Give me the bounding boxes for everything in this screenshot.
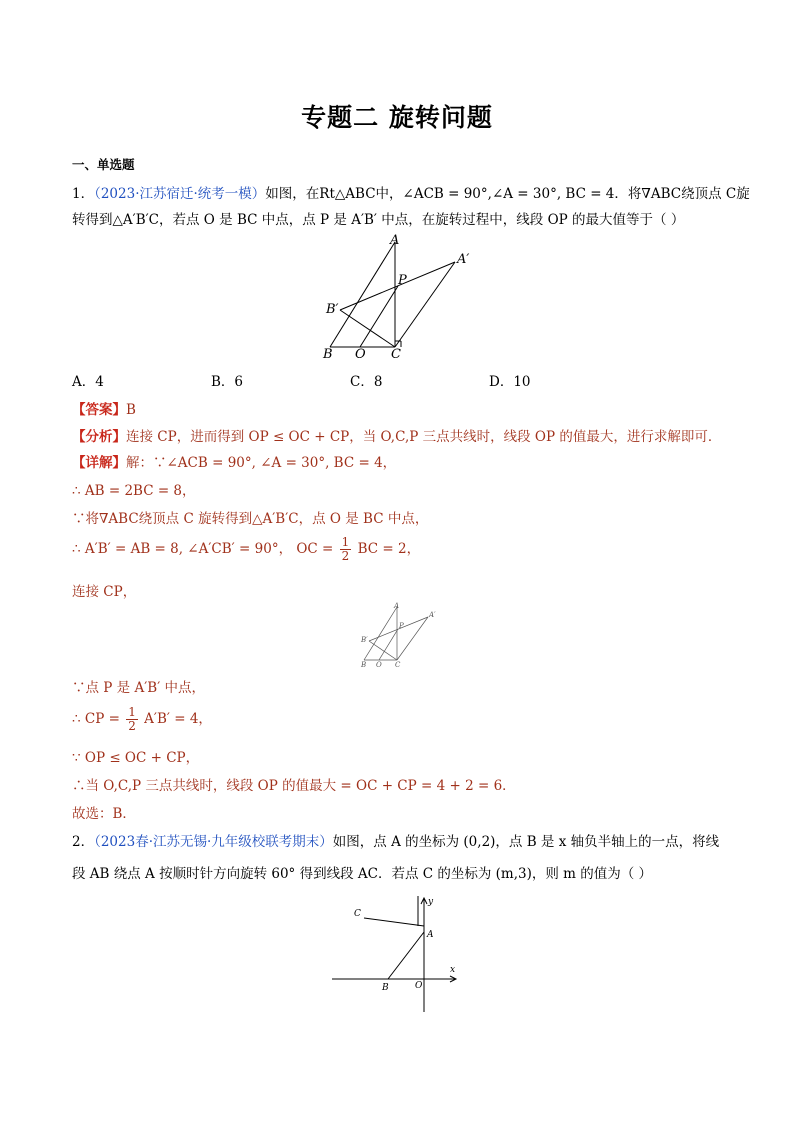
q2-label-x: x <box>450 965 456 975</box>
detail-4a: ∴ A′B′ = AB = 8, ∠A′CB′ = 90°， OC = <box>72 541 334 557</box>
fraction-numerator: 1 <box>341 535 350 549</box>
q1-text-1: 如图，在Rt△ABC中，∠ACB = 90°,∠A = 30°, BC = 4．将∇ABC绕顶点 C旋 <box>265 186 750 202</box>
q2-label-A: A <box>427 930 434 940</box>
q1s-label-A1: A′ <box>429 611 436 619</box>
q1s-label-A: A <box>394 602 400 610</box>
q2-line-1 <box>72 830 719 850</box>
q1-detail-10: 故选：B． <box>72 806 136 822</box>
q1-detail-2: ∴ AB = 2BC = 8， <box>72 483 196 499</box>
option-c: C．8 <box>350 374 383 390</box>
q1s-label-C: C <box>395 661 401 668</box>
q1-detail-5: 连接 CP， <box>72 584 137 600</box>
q1-label-A: A <box>390 233 400 248</box>
detail-4b: BC = 2， <box>357 541 421 557</box>
detail-text-1: 解：∵∠ACB = 90°, ∠A = 30°, BC = 4， <box>126 455 397 471</box>
q1-label-A1: A′ <box>457 252 470 267</box>
fraction-denominator: 2 <box>341 549 350 563</box>
option-d: D．10 <box>489 374 531 390</box>
q1s-label-B: B <box>361 661 367 668</box>
q1-label-P: P <box>398 273 407 288</box>
q1-detail-1 <box>72 451 396 471</box>
q1-figure <box>320 232 480 362</box>
detail-7a: ∴ CP = <box>72 711 120 727</box>
option-b: B．6 <box>211 374 244 390</box>
q1-answer <box>72 398 136 418</box>
fraction-half-2 <box>126 706 138 733</box>
q2-label-O: O <box>415 981 423 991</box>
analysis-text: 连接 CP，进而得到 OP ≤ OC + CP，当 O,C,P 三点共线时，线段 OP 的值最大，进行求解即可． <box>126 429 722 445</box>
option-a: A．4 <box>72 374 104 390</box>
q1-detail-8: ∵ OP ≤ OC + CP， <box>72 750 200 766</box>
q2-label-y: y <box>428 897 434 907</box>
q1-analysis <box>72 425 721 445</box>
q1-detail-9: ∴当 O,C,P 三点共线时，线段 OP 的值最大 = OC + CP = 4 + 2 = 6． <box>72 778 516 794</box>
q1-detail-7 <box>72 706 212 733</box>
q2-source: （2023春·江苏无锡·九年级校联考期末） <box>94 834 333 850</box>
q2-text-1: 如图，点 A 的坐标为 (0,2)，点 B 是 x 轴负半轴上的一点，将线 <box>332 834 720 850</box>
q1-figure-small <box>358 602 438 668</box>
q2-figure <box>326 892 466 1017</box>
detail-tag: 【详解】 <box>72 455 126 471</box>
q1-options <box>72 370 628 390</box>
q1s-label-P: P <box>399 622 404 630</box>
q1-detail-4 <box>72 536 420 563</box>
q1-detail-3: ∵将∇ABC绕顶点 C 旋转得到△A′B′C，点 O 是 BC 中点， <box>72 511 429 527</box>
q1-label-C: C <box>391 347 401 362</box>
q1-line-2: 转得到△A′B′C，若点 O 是 BC 中点，点 P 是 A′B′ 中点，在旋转过程中，线段 OP 的最大值等于（ ） <box>72 212 685 228</box>
q1s-label-O: O <box>376 661 382 668</box>
answer-tag: 【答案】 <box>72 402 126 418</box>
analysis-tag: 【分析】 <box>72 429 126 445</box>
q1-number: 1． <box>72 186 95 202</box>
q1-label-B: B <box>323 347 333 362</box>
q2-label-C: C <box>354 909 361 919</box>
section-heading: 一、单选题 <box>72 157 135 172</box>
fraction-denominator-2: 2 <box>128 719 136 733</box>
detail-7b: A′B′ = 4， <box>144 711 212 727</box>
q2-line-2: 段 AB 绕点 A 按顺时针方向旋转 60° 得到线段 AC．若点 C 的坐标为 (m,3)，则 m 的值为（ ） <box>72 866 653 882</box>
q1-detail-6: ∵点 P 是 A′B′ 中点， <box>72 680 206 696</box>
page-title: 专题二 旋转问题 <box>301 103 493 132</box>
q1-source: （2023·江苏宿迁·统考一模） <box>94 186 266 202</box>
q1-line-1 <box>72 182 750 202</box>
q1-label-O: O <box>355 347 366 362</box>
q1-label-B1: B′ <box>326 302 339 317</box>
q2-label-B: B <box>382 983 389 993</box>
fraction-half <box>340 536 352 563</box>
answer-value: B <box>126 402 136 418</box>
q1s-label-B1: B′ <box>361 636 368 644</box>
q2-number: 2． <box>72 834 95 850</box>
fraction-numerator-2: 1 <box>128 705 136 719</box>
